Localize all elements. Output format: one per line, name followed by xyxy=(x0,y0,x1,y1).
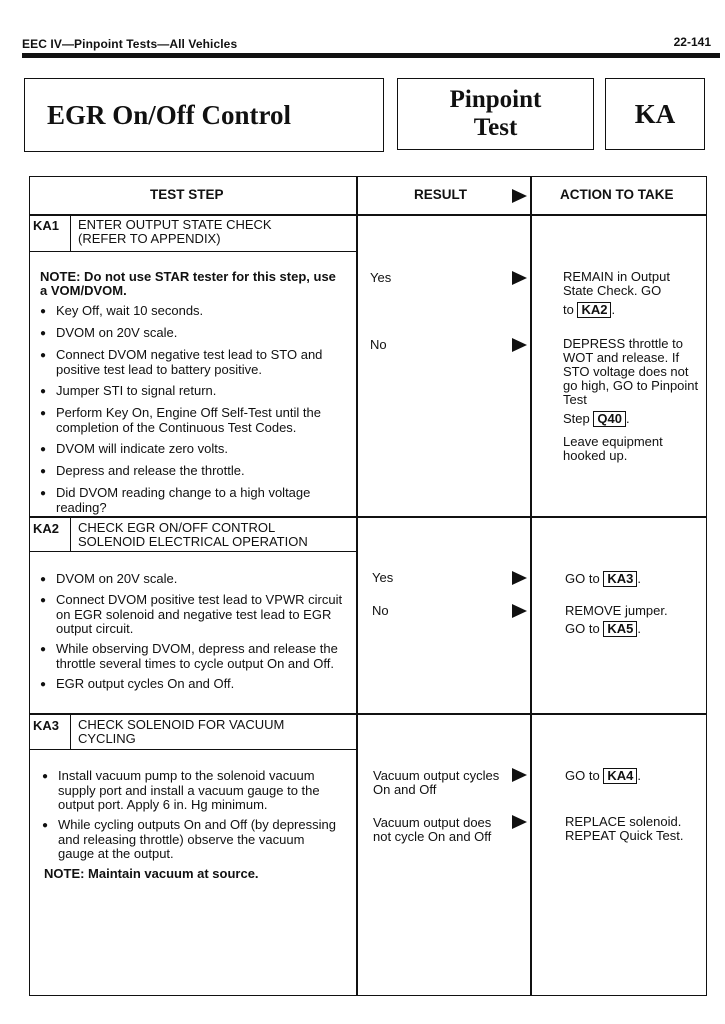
list-item: ● DVOM on 20V scale. xyxy=(40,572,350,587)
list-item: ● Did DVOM reading change to a high voltage reading? xyxy=(40,486,340,515)
result-yes: Yes xyxy=(372,570,394,585)
action-text: REPLACE solenoid. REPEAT Quick Test. xyxy=(565,814,684,843)
list-item: ● Install vacuum pump to the solenoid vacuum supply port and install a vacuum gauge to the output port. Apply 6 in. Hg minimum. xyxy=(42,769,342,812)
action-cell xyxy=(565,768,641,784)
step-title: ENTER OUTPUT STATE CHECK (REFER TO APPENDIX) xyxy=(78,217,272,246)
section-header: EEC IV—Pinpoint Tests—All Vehicles xyxy=(22,37,238,51)
action-cell xyxy=(565,604,705,637)
test-code: KA xyxy=(634,98,676,129)
arrow-right-icon xyxy=(512,271,527,285)
column-divider-2 xyxy=(530,176,532,996)
list-item: ● DVOM will indicate zero volts. xyxy=(40,442,340,457)
list-item: ● Jumper STI to signal return. xyxy=(40,384,340,399)
page-number: 22-141 xyxy=(673,35,711,49)
pinpoint-test-box xyxy=(397,78,594,150)
action-prefix: GO to xyxy=(565,621,600,636)
arrow-right-icon xyxy=(512,604,527,618)
list-item: ● Depress and release the throttle. xyxy=(40,464,340,479)
step-header-ka1 xyxy=(29,215,357,252)
column-header-test-step: TEST STEP xyxy=(150,187,224,202)
step-reference-link[interactable]: Q40 xyxy=(593,411,626,427)
action-suffix: . xyxy=(625,411,630,426)
step-note: NOTE: Maintain vacuum at source. xyxy=(44,866,259,881)
pinpoint-label-line1: Pinpoint xyxy=(449,86,542,113)
arrow-right-icon xyxy=(512,571,527,585)
action-suffix: . xyxy=(611,302,616,317)
column-header-result: RESULT xyxy=(414,187,467,202)
step-body-ka1 xyxy=(40,270,340,515)
step-code: KA1 xyxy=(29,215,71,251)
step-code: KA2 xyxy=(29,518,71,551)
action-prefix: to xyxy=(563,302,574,317)
list-item: ● Connect DVOM positive test lead to VPWR circuit on EGR solenoid and negative test lead to EGR output circuit. xyxy=(40,593,350,636)
action-suffix: . xyxy=(637,571,641,586)
result-no: No xyxy=(372,603,389,618)
action-text: REMOVE jumper. xyxy=(565,603,668,618)
title-box xyxy=(24,78,384,152)
action-prefix: GO to xyxy=(565,571,600,586)
step-reference-link[interactable]: KA2 xyxy=(577,302,611,318)
action-prefix: Step xyxy=(563,411,590,426)
arrow-right-icon xyxy=(512,815,527,829)
arrow-right-icon xyxy=(512,338,527,352)
arrow-right-icon xyxy=(512,768,527,782)
list-item: ● DVOM on 20V scale. xyxy=(40,326,340,341)
action-suffix: . xyxy=(637,621,641,636)
action-cell xyxy=(563,270,703,318)
result-vacuum-no-cycle: Vacuum output does not cycle On and Off xyxy=(373,815,492,844)
step-header-ka2 xyxy=(29,518,357,552)
action-extra: Leave equipment hooked up. xyxy=(563,434,663,463)
header-rule xyxy=(22,53,720,58)
pinpoint-label-line2: Test xyxy=(473,114,518,141)
page-title: EGR On/Off Control xyxy=(47,99,292,130)
action-suffix: . xyxy=(637,768,641,783)
action-cell xyxy=(565,571,641,587)
step-header-ka3 xyxy=(29,715,357,750)
result-yes: Yes xyxy=(370,270,392,285)
list-item: ● EGR output cycles On and Off. xyxy=(40,677,350,692)
action-text: DEPRESS throttle to WOT and release. If STO voltage does not go high, GO to Pinpoint Test xyxy=(563,336,699,407)
list-item: ● While observing DVOM, depress and release the throttle several times to cycle output On and Off. xyxy=(40,642,350,671)
result-no: No xyxy=(370,337,387,352)
step-code: KA3 xyxy=(29,715,71,749)
step-reference-link[interactable]: KA4 xyxy=(603,768,637,784)
step-title: CHECK EGR ON/OFF CONTROL SOLENOID ELECTRICAL OPERATION xyxy=(78,520,308,549)
result-vacuum-cycles: Vacuum output cycles On and Off xyxy=(373,768,500,797)
step-reference-link[interactable]: KA3 xyxy=(603,571,637,587)
column-divider-1 xyxy=(356,176,358,996)
arrow-right-icon xyxy=(512,189,527,203)
step-body-ka3 xyxy=(42,769,342,881)
step-body-ka2 xyxy=(40,572,350,692)
action-prefix: GO to xyxy=(565,768,600,783)
step-title: CHECK SOLENOID FOR VACUUM CYCLING xyxy=(78,717,285,746)
column-header-action: ACTION TO TAKE xyxy=(560,187,674,202)
list-item: ● Key Off, wait 10 seconds. xyxy=(40,304,340,319)
step-note: NOTE: Do not use STAR tester for this step, use a VOM/DVOM. xyxy=(40,269,336,298)
test-code-box xyxy=(605,78,705,150)
list-item: ● Connect DVOM negative test lead to STO and positive test lead to battery positive. xyxy=(40,348,340,377)
list-item: ● While cycling outputs On and Off (by depressing and releasing throttle) observe the vacuum gauge at the output. xyxy=(42,818,342,861)
list-item: ● Perform Key On, Engine Off Self-Test until the completion of the Continuous Test Codes. xyxy=(40,406,340,435)
action-cell xyxy=(563,337,703,463)
step-reference-link[interactable]: KA5 xyxy=(603,621,637,637)
action-text: REMAIN in Output State Check. GO xyxy=(563,269,670,298)
